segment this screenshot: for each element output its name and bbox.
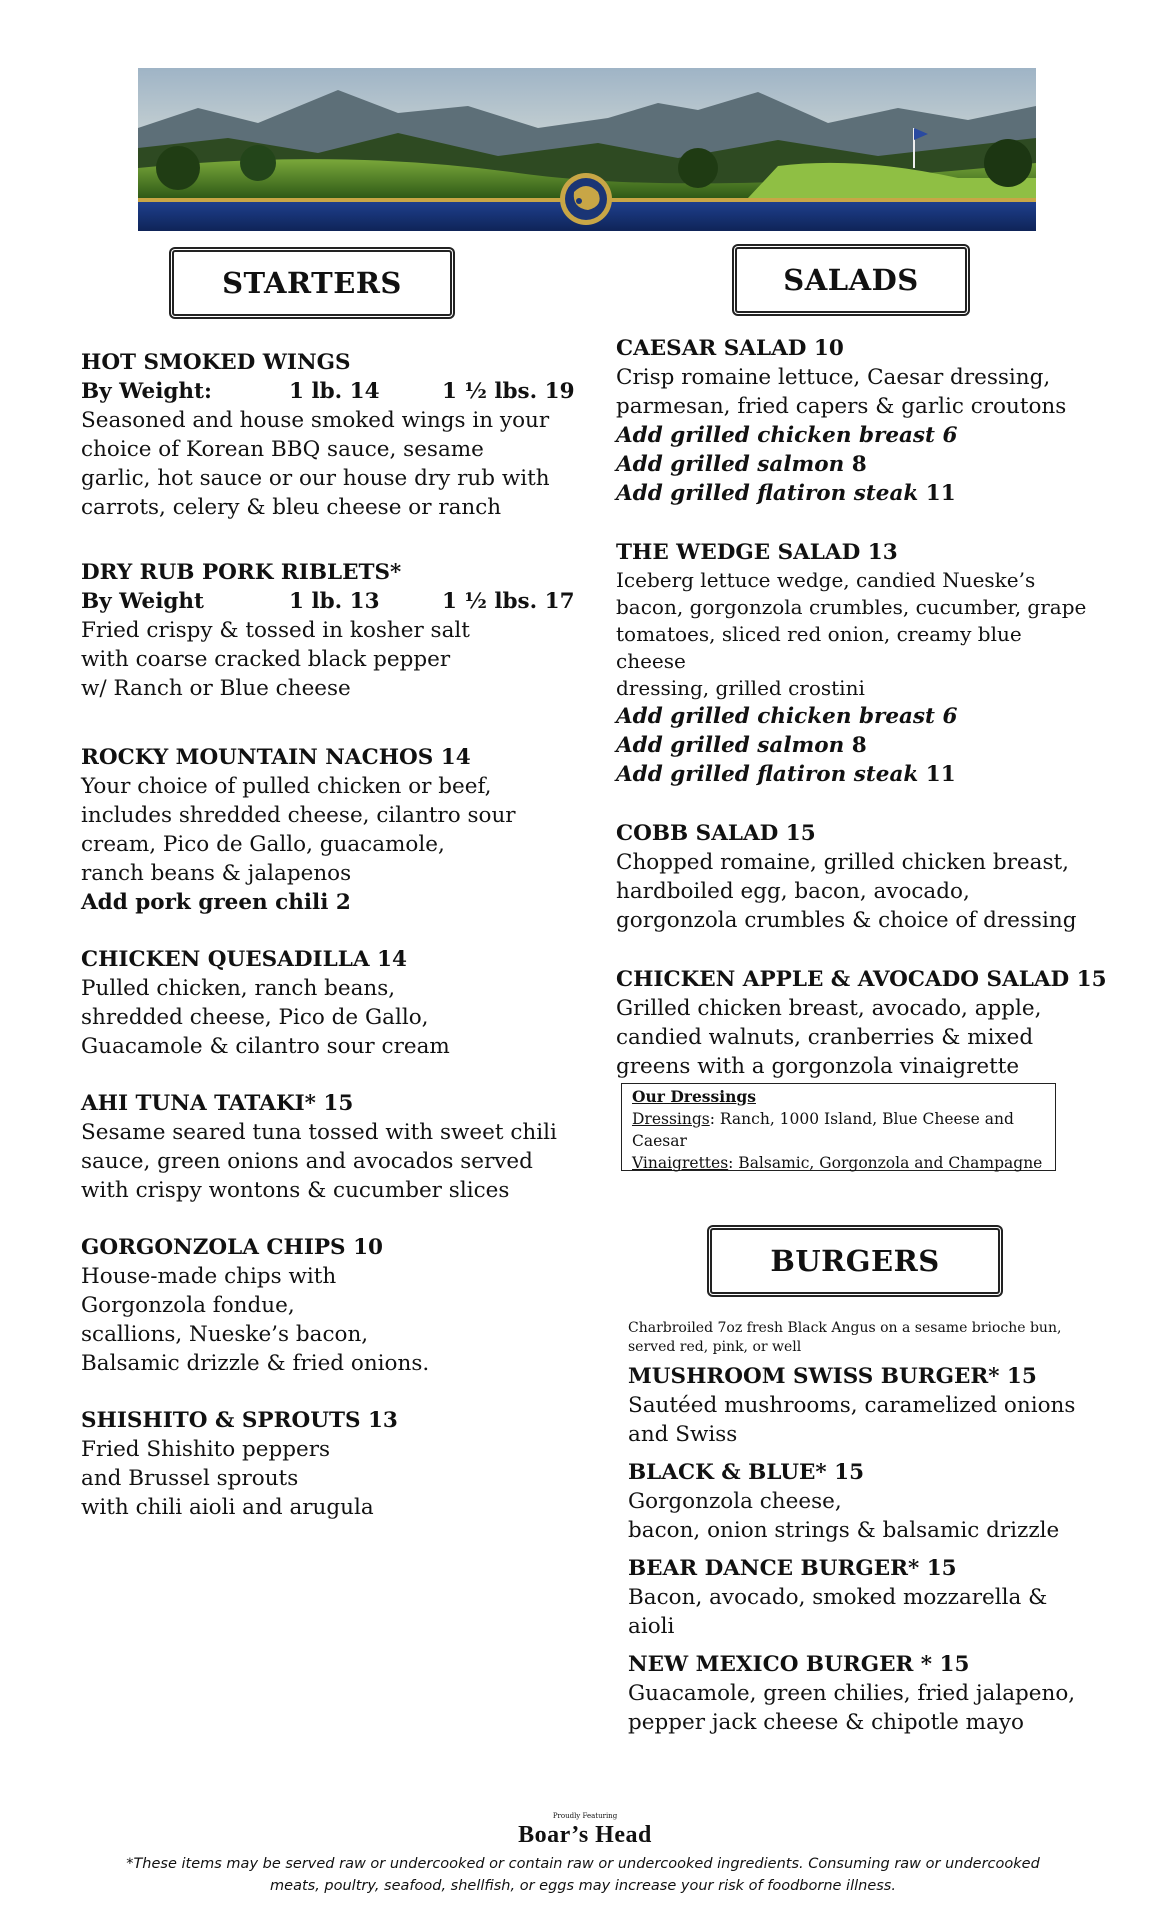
menu-item-mushroom-swiss-burger [628,1362,1098,1449]
addon-price: 8 [851,452,867,477]
item-description-line: Balsamic drizzle & fried onions. [81,1351,430,1376]
addon-price: 11 [925,481,956,506]
item-description-line: Iceberg lettuce wedge, candied Nueske’s [616,568,1036,592]
item-name: SHISHITO & SPROUTS 13 [81,1408,398,1433]
item-description-line: ranch beans & jalapenos [81,861,352,886]
addon-label: Add grilled flatiron steak [616,762,919,787]
menu-item-chicken-quesadilla [81,945,591,1061]
item-description-line: Crisp romaine lettuce, Caesar dressing, [616,365,1051,390]
item-name: BLACK & BLUE* 15 [628,1460,865,1485]
item-description: Seasoned and house smoked wings in your choice of Korean BBQ sauce, sesame garlic, hot sauce or our house dry rub with carrots, celery & bleu cheese or ranch [81,408,550,520]
item-addon [616,702,1096,731]
item-name: COBB SALAD 15 [616,821,816,846]
dressings-list [632,1108,1045,1152]
item-description-line: candied walnuts, cranberries & mixed [616,1025,1034,1050]
menu-item-wedge-salad [616,538,1096,789]
menu-item-caesar-salad [616,334,1096,508]
item-addon [616,731,1096,760]
item-name: DRY RUB PORK RIBLETS* [81,560,402,585]
item-description-line: Fried crispy & tossed in kosher salt [81,618,470,643]
item-description-line: with chili aioli and arugula [81,1495,374,1520]
menu-item-hot-smoked-wings [81,348,591,522]
footer-disclaimer [100,1853,1066,1897]
item-name: AHI TUNA TATAKI* 15 [81,1091,354,1116]
item-description-line: Sautéed mushrooms, caramelized onions [628,1393,1076,1418]
weight-label: By Weight [81,589,204,614]
item-description-line: with coarse cracked black pepper [81,647,451,672]
addon-label: Add grilled flatiron steak [616,481,919,506]
weight-price-1-5lb: 1 ½ lbs. 17 [442,589,575,614]
logo-tagline: Proudly Featuring [552,1812,618,1820]
item-description-line: scallions, Nueske’s bacon, [81,1322,369,1347]
menu-item-chicken-apple-avocado-salad [616,965,1107,1081]
item-name: CHICKEN APPLE & AVOCADO SALAD 15 [616,967,1107,992]
item-description-line: bacon, gorgonzola crumbles, cucumber, grape [616,595,1087,619]
item-description-line: Guacamole, green chilies, fried jalapeno, [628,1681,1076,1706]
section-title-salads: SALADS [735,247,967,313]
item-description-line: Grilled chicken breast, avocado, apple, [616,996,1042,1021]
logo-wordmark: Boar’s Head [518,1822,652,1848]
item-description-line: bacon, onion strings & balsamic drizzle [628,1518,1060,1543]
item-description-line: House-made chips with [81,1264,337,1289]
weight-price-1lb: 1 lb. 13 [289,589,380,614]
menu-item-cobb-salad [616,819,1096,935]
addon-price: 6 [942,704,958,729]
salads-column [616,334,1107,1081]
item-name: THE WEDGE SALAD 13 [616,540,898,565]
section-title-burgers: BURGERS [710,1228,1000,1294]
item-name: NEW MEXICO BURGER * 15 [628,1652,970,1677]
addon-label: Add grilled salmon [616,452,845,477]
section-title-starters: STARTERS [172,250,452,316]
disclaimer-line: *These items may be served raw or undercooked or contain raw or undercooked ingredients. Consuming raw or undercooked [126,1856,1040,1872]
burgers-intro: Charbroiled 7oz fresh Black Angus on a sesame brioche bun, served red, pink, or well [628,1320,1062,1355]
menu-item-gorgonzola-chips [81,1233,591,1378]
item-description-line: Gorgonzola cheese, [628,1489,842,1514]
item-description-line: parmesan, fried capers & garlic croutons [616,394,1067,419]
dressings-label: Dressings [632,1110,710,1128]
disclaimer-line: meats, poultry, seafood, shellfish, or eggs may increase your risk of foodborne illness. [270,1878,896,1894]
starters-column [81,348,591,1522]
weight-price-1lb: 1 lb. 14 [289,379,380,404]
item-description-line: gorgonzola crumbles & choice of dressing [616,908,1077,933]
menu-item-rocky-mountain-nachos [81,743,591,917]
item-name: GORGONZOLA CHIPS 10 [81,1235,383,1260]
dressings-box [621,1083,1056,1171]
weight-label: By Weight: [81,379,212,404]
item-name: HOT SMOKED WINGS [81,350,351,375]
item-name: CAESAR SALAD 10 [616,336,844,361]
item-description-line: sauce, green onions and avocados served [81,1149,533,1174]
item-description-line: greens with a gorgonzola vinaigrette [616,1054,1020,1079]
menu-item-bear-dance-burger [628,1554,1098,1641]
addon-label: Add grilled salmon [616,733,845,758]
weight-pricing [81,587,591,616]
item-description-line: cream, Pico de Gallo, guacamole, [81,832,445,857]
menu-item-shishito-sprouts [81,1406,591,1522]
menu-item-ahi-tuna-tataki [81,1089,591,1205]
vinaigrettes-label: Vinaigrettes [632,1154,729,1172]
item-description-line: Bacon, avocado, smoked mozzarella & aioli [628,1585,1048,1639]
item-addon [616,450,1096,479]
golf-course-landscape [138,68,1036,231]
item-description-line: Guacamole & cilantro sour cream [81,1034,450,1059]
header-banner [138,68,1036,231]
item-description-line: Gorgonzola fondue, [81,1293,295,1318]
vinaigrettes-text: : Balsamic, Gorgonzola and Champagne [728,1154,1043,1172]
item-description-line: w/ Ranch or Blue cheese [81,676,351,701]
item-addon [616,479,1096,508]
addon-label: Add grilled chicken breast [616,704,935,729]
burgers-column [628,1319,1098,1737]
item-description-line: tomatoes, sliced red onion, creamy blue cheese [616,622,1022,673]
item-description-line: Chopped romaine, grilled chicken breast, [616,850,1069,875]
item-addon [616,421,1096,450]
menu-item-dry-rub-pork-riblets [81,558,591,703]
item-name: CHICKEN QUESADILLA 14 [81,947,407,972]
addon-price: 8 [851,733,867,758]
weight-price-1-5lb: 1 ½ lbs. 19 [442,379,575,404]
vinaigrettes-list [632,1152,1045,1174]
item-description-line: and Brussel sprouts [81,1466,299,1491]
item-name: BEAR DANCE BURGER* 15 [628,1556,957,1581]
addon-price: 6 [942,423,958,448]
addon-price: 11 [925,762,956,787]
item-addon [616,760,1096,789]
item-name: MUSHROOM SWISS BURGER* 15 [628,1364,1037,1389]
menu-item-new-mexico-burger [628,1650,1098,1737]
item-description-line: with crispy wontons & cucumber slices [81,1178,510,1203]
item-description-line: Your choice of pulled chicken or beef, [81,774,492,799]
item-description-line: hardboiled egg, bacon, avocado, [616,879,970,904]
weight-pricing [81,377,591,406]
item-description-line: Pulled chicken, ranch beans, [81,976,396,1001]
item-description-line: Fried Shishito peppers [81,1437,331,1462]
dressings-heading: Our Dressings [632,1087,756,1106]
item-description-line: shredded cheese, Pico de Gallo, [81,1005,429,1030]
item-name: ROCKY MOUNTAIN NACHOS 14 [81,745,471,770]
addon-label: Add grilled chicken breast [616,423,935,448]
item-description-line: Sesame seared tuna tossed with sweet chili [81,1120,557,1145]
item-description-line: includes shredded cheese, cilantro sour [81,803,516,828]
dressings-text: : Ranch, 1000 Island, Blue Cheese and Caesar [632,1110,1014,1150]
item-addon: Add pork green chili 2 [81,890,351,915]
menu-item-black-blue-burger [628,1458,1098,1545]
item-description-line: pepper jack cheese & chipotle mayo [628,1710,1024,1735]
item-description-line: and Swiss [628,1422,738,1447]
item-description-line: dressing, grilled crostini [616,676,865,700]
boars-head-logo [465,1812,705,1856]
